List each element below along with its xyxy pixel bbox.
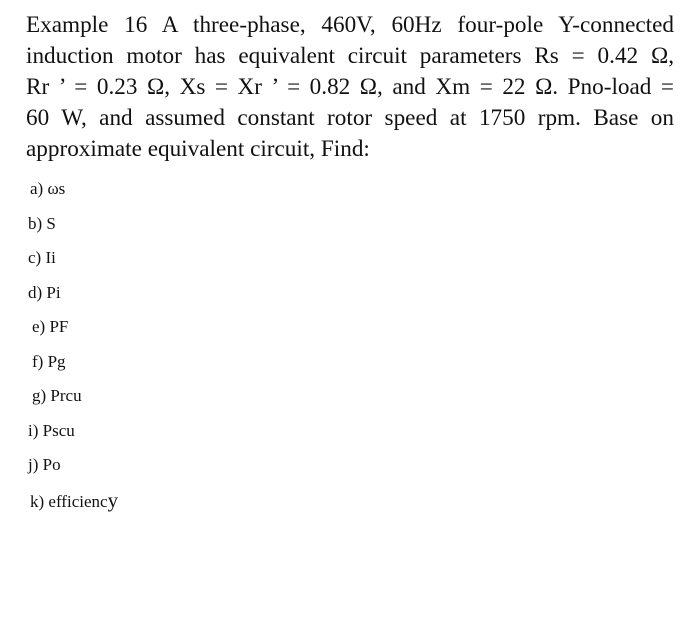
question-part-k-text: k) efficienc (30, 491, 108, 511)
question-part-d: d) Pi (28, 282, 61, 302)
problem-line-1: Example 16 A three-phase, 460V, 60Hz four-pole Y-connected (26, 12, 674, 38)
question-parts-list (28, 172, 118, 517)
question-part-k (28, 483, 118, 518)
question-part-g: g) Prcu (32, 386, 82, 405)
question-part-f: f) Pg (32, 351, 66, 371)
question-part-c: c) Ii (28, 248, 56, 267)
question-part-k-tail: y (107, 487, 119, 512)
question-part-b: b) S (28, 213, 56, 233)
question-part-j: j) Po (28, 455, 61, 474)
problem-line-5: approximate equivalent circuit, Find: (26, 136, 370, 162)
problem-line-2: induction motor has equivalent circuit parameters Rs = 0.42 Ω, (26, 43, 674, 69)
problem-statement (26, 10, 674, 165)
problem-line-4: 60 W, and assumed constant rotor speed at 1750 rpm. Base on (26, 105, 674, 131)
question-part-i: i) Pscu (28, 420, 75, 440)
question-part-e: e) PF (32, 317, 69, 336)
question-part-a: a) ωs (30, 179, 66, 198)
problem-line-3: Rr ’ = 0.23 Ω, Xs = Xr ’ = 0.82 Ω, and Xm = 22 Ω. Pno-load = (26, 74, 674, 100)
